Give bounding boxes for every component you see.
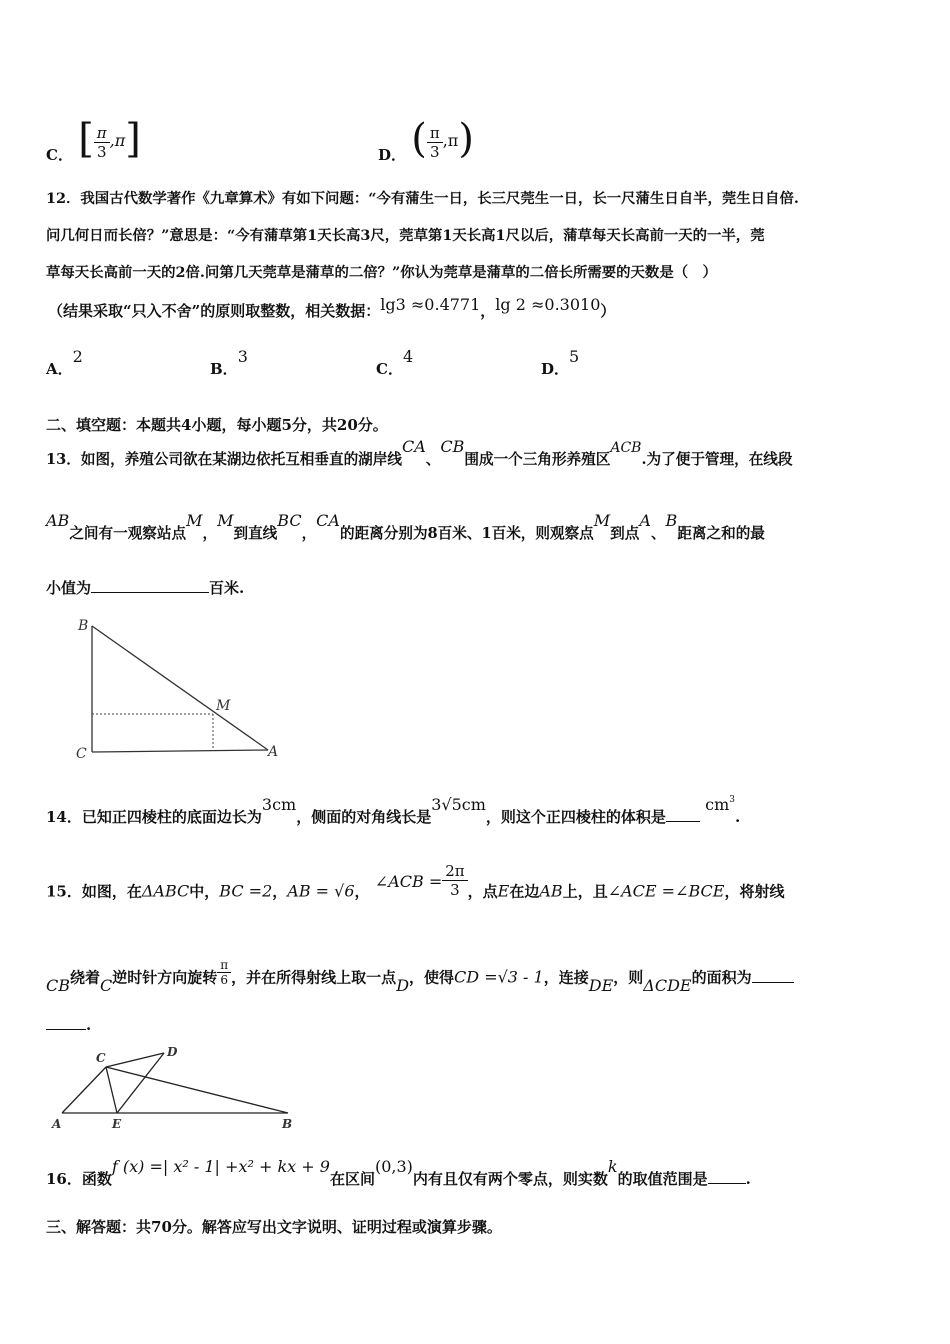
option-label: D． bbox=[541, 360, 570, 378]
text: 、 bbox=[650, 525, 666, 542]
q12-line-1: 12．我国古代数学著作《九章算术》有如下问题：“今有蒲生一日，长三尺莞生一日，长一尺蒲生日自半，莞生日自倍. bbox=[46, 190, 799, 207]
text: ，则这个正四棱柱的体积是 bbox=[485, 808, 666, 826]
fraction-denominator: 3 bbox=[96, 142, 107, 161]
bracket-right: ] bbox=[125, 116, 141, 162]
text: 16．函数 bbox=[46, 1170, 112, 1188]
line-ba bbox=[92, 626, 268, 750]
line-ce bbox=[106, 1067, 117, 1113]
text: .为了便于管理，在线段 bbox=[641, 451, 793, 468]
line-ca bbox=[62, 1067, 106, 1113]
section-2-heading: 二、填空题：本题共4小题，每小题5分，共20分。 bbox=[46, 416, 388, 434]
text: 距离之和的最 bbox=[677, 525, 765, 542]
math-bc: BC bbox=[277, 511, 302, 530]
math-ab: AB bbox=[539, 881, 563, 901]
paren-left: ( bbox=[411, 116, 427, 162]
q12-option-b bbox=[210, 347, 248, 379]
comma: ， bbox=[480, 302, 496, 320]
fraction-denominator: 6 bbox=[220, 973, 229, 987]
line-ca bbox=[92, 750, 268, 752]
label-a: A bbox=[52, 1117, 62, 1131]
unit-exponent: 3 bbox=[729, 795, 736, 805]
text: 绕着 bbox=[70, 968, 101, 987]
label-c: C bbox=[96, 1051, 106, 1065]
label-m: M bbox=[216, 698, 231, 714]
q12-option-c bbox=[376, 347, 414, 379]
math-a: A bbox=[639, 511, 651, 530]
label-e: E bbox=[112, 1117, 122, 1131]
text: 逆时针方向旋转 bbox=[112, 968, 218, 987]
fraction bbox=[94, 124, 110, 161]
math-de: DE bbox=[588, 975, 614, 995]
text: 百米. bbox=[209, 579, 245, 597]
option-label: D． bbox=[378, 146, 407, 164]
answer-blank bbox=[666, 807, 700, 822]
math-b: B bbox=[665, 511, 678, 530]
answer-blank bbox=[46, 1015, 86, 1030]
fraction-numerator: π bbox=[217, 958, 231, 973]
q12-line-2: 问几何日而长倍？”意思是：“今有蒲草第1天长高3尺，莞草第1天长高1尺以后，蒲草每天长高前一天的一半，莞 bbox=[46, 227, 765, 244]
math-ab: AB bbox=[46, 511, 70, 530]
math-cd: CD =√3 - 1 bbox=[454, 967, 544, 987]
option-value: 3 bbox=[237, 347, 248, 366]
answer-blank bbox=[708, 1169, 746, 1184]
q15-line-2 bbox=[46, 958, 794, 995]
label-b: B bbox=[282, 1117, 293, 1131]
text: ，点 bbox=[467, 882, 498, 901]
q13-line-3 bbox=[46, 577, 244, 598]
math-ab: AB = √6 bbox=[287, 881, 355, 901]
q11-option-c bbox=[46, 110, 141, 164]
text: 13．如图，养殖公司欲在某湖边依托互相垂直的湖岸线 bbox=[46, 451, 402, 468]
option-value: 4 bbox=[402, 347, 414, 366]
text: . bbox=[86, 1016, 92, 1034]
option-label: B． bbox=[210, 360, 238, 378]
label-b: B bbox=[78, 618, 89, 634]
math-m: M bbox=[217, 511, 234, 530]
lg3-value: lg3 ≈0.4771 bbox=[380, 295, 481, 314]
unit: cm bbox=[705, 795, 730, 814]
q12-data-note: （结果采取“只入不舍”的原则取整数，相关数据： bbox=[48, 302, 381, 320]
text: ，侧面的对角线长是 bbox=[296, 808, 432, 826]
text: . bbox=[735, 808, 741, 826]
bracket-left: [ bbox=[78, 116, 94, 162]
text: ， bbox=[354, 882, 370, 901]
math-interval: (0,3) bbox=[374, 1157, 413, 1176]
text: 15．如图，在 bbox=[46, 882, 142, 901]
fraction-numerator: 2π bbox=[442, 862, 467, 881]
fraction bbox=[427, 124, 443, 161]
label-c: C bbox=[76, 746, 87, 762]
math-angle: ∠ACB = bbox=[374, 871, 443, 891]
q15-line-3 bbox=[46, 1015, 91, 1034]
q12-option-d bbox=[541, 347, 580, 379]
q13-line-1 bbox=[46, 437, 793, 469]
q11-option-d bbox=[378, 110, 474, 164]
math-bc: BC =2 bbox=[219, 881, 273, 901]
text: 的面积为 bbox=[691, 968, 752, 987]
fraction-numerator: π bbox=[94, 124, 110, 143]
text: 内有且仅有两个零点，则实数 bbox=[412, 1170, 608, 1188]
fraction bbox=[217, 958, 231, 987]
line-cb bbox=[106, 1067, 288, 1113]
label-d: D bbox=[167, 1045, 178, 1059]
math-diagonal: 3√5cm bbox=[431, 795, 486, 814]
text: ， bbox=[202, 525, 218, 542]
answer-blank bbox=[752, 968, 794, 983]
text: 小值为 bbox=[46, 579, 92, 597]
q12-line-3: 草每天长高前一天的2倍.问第几天莞草是蒲草的二倍？”你认为莞草是蒲草的二倍长所需要的天数是（ ） bbox=[46, 264, 717, 281]
math-m: M bbox=[593, 511, 611, 530]
math-e: E bbox=[497, 881, 510, 901]
text: 在区间 bbox=[329, 1170, 375, 1188]
lg2-value: lg 2 ≈0.3010 bbox=[495, 295, 601, 314]
option-label: C． bbox=[46, 146, 73, 164]
text: ，则 bbox=[613, 968, 644, 987]
q14-line bbox=[46, 795, 741, 827]
text: 围成一个三角形养殖区 bbox=[464, 451, 611, 468]
text: 到直线 bbox=[233, 525, 278, 542]
text: 中， bbox=[189, 882, 220, 901]
q13-figure bbox=[70, 612, 290, 762]
text: ，将射线 bbox=[724, 882, 785, 901]
q12-line-4 bbox=[48, 295, 616, 321]
paren-right: ) bbox=[458, 116, 474, 162]
closing-paren: ） bbox=[600, 302, 616, 320]
text: 14．已知正四棱柱的底面边长为 bbox=[46, 808, 262, 826]
section-3-heading: 三、解答题：共70分。解答应写出文字说明、证明过程或演算步骤。 bbox=[46, 1218, 502, 1236]
q15-figure bbox=[50, 1042, 310, 1132]
option-value: 2 bbox=[72, 347, 83, 366]
answer-blank bbox=[91, 578, 209, 593]
text: . bbox=[745, 1170, 751, 1188]
math-triangle: ΔABC bbox=[141, 881, 190, 901]
math-equal-angles: ∠ACE =∠BCE bbox=[607, 881, 725, 901]
math-k: k bbox=[607, 1157, 618, 1176]
math-cde: ΔCDE bbox=[643, 975, 692, 995]
math-function: f (x) =| x² - 1| +x² + kx + 9 bbox=[111, 1157, 330, 1176]
option-rest: ,π bbox=[109, 131, 126, 150]
text: ， bbox=[272, 882, 288, 901]
math-side: 3cm bbox=[261, 795, 297, 814]
text: 、 bbox=[425, 451, 441, 468]
q13-line-2 bbox=[46, 511, 765, 543]
text: 到点 bbox=[610, 525, 640, 542]
q16-line bbox=[46, 1157, 751, 1189]
fraction bbox=[442, 862, 467, 899]
math-m: M bbox=[186, 511, 203, 530]
math-c: C bbox=[100, 975, 113, 995]
text: ，并在所得射线上取一点 bbox=[231, 968, 397, 987]
math-ca: CA bbox=[316, 511, 340, 530]
math-d: D bbox=[396, 975, 410, 995]
text: 上，且 bbox=[562, 882, 608, 901]
option-label: C． bbox=[376, 360, 403, 378]
text: ， bbox=[301, 525, 317, 542]
math-acb: ACB bbox=[610, 440, 642, 456]
text: 之间有一观察站点 bbox=[69, 525, 187, 542]
math-cb: CB bbox=[440, 437, 465, 456]
option-value: 5 bbox=[569, 347, 580, 366]
fraction-denominator: 3 bbox=[430, 142, 440, 161]
text: 的取值范围是 bbox=[617, 1170, 708, 1188]
fraction-numerator: π bbox=[427, 124, 443, 143]
option-rest: ,π bbox=[442, 131, 459, 150]
text: 的距离分别为8百米、1百米，则观察点 bbox=[339, 525, 594, 542]
text: 在边 bbox=[509, 882, 540, 901]
q12-option-a bbox=[46, 347, 83, 379]
text: ，使得 bbox=[409, 968, 455, 987]
fraction-denominator: 3 bbox=[450, 881, 460, 899]
text: ，连接 bbox=[543, 968, 589, 987]
math-ca: CA bbox=[401, 437, 426, 456]
option-label: A． bbox=[46, 360, 73, 378]
math-cb: CB bbox=[46, 975, 70, 995]
label-a: A bbox=[268, 744, 279, 760]
